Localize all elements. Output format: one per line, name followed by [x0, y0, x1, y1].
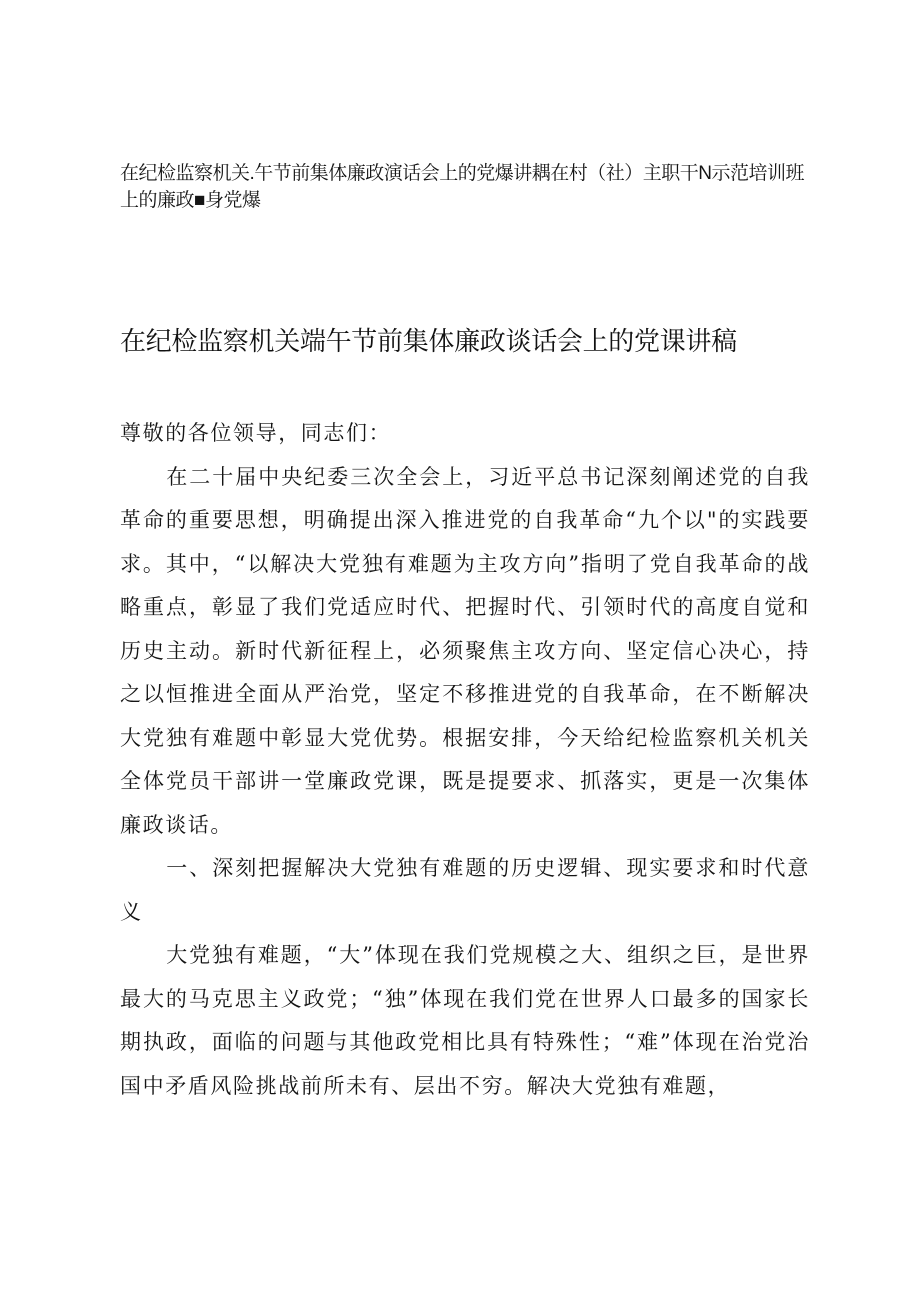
document-body — [120, 412, 810, 1108]
section-heading: 一、深刻把握解决大党独有难题的历史逻辑、现实要求和时代意义 — [120, 856, 810, 924]
paragraph: 在二十届中央纪委三次全会上，习近平总书记深刻阐述党的自我革命的重要思想，明确提出深入推进党的自我革命“九个以"的实践要求。其中，“以解决大党独有难题为主攻方向”指明了党自我革命的战略重点，彰显了我们党适应时代、把握时代、引领时代的高度自觉和历史主动。新时代新征程上，必须聚焦主攻方向、坚定信心决心，持之以恒推进全面从严治党，坚定不移推进党的自我革命，在不断解决大党独有难题中彰显大党优势。根据安排，今天给纪检监察机关机关全体党员干部讲一堂廉政党课，既是提要求、抓落实，更是一次集体廉政谈话。 — [120, 464, 810, 837]
salutation: 尊敬的各位领导，同志们： — [120, 421, 392, 445]
paragraph: 大党独有难题，“大”体现在我们党规模之大、组织之巨，是世界最大的马克思主义政党；“独”体现在我们党在世界人口最多的国家长期执政，面临的问题与其他政党相比具有特殊性；“难”体现在治党治国中矛盾风险挑战前所未有、层出不穷。解决大党独有难题， — [120, 943, 810, 1098]
document-header: 在纪检监察机关.午节前集体廉政演话会上的党爆讲耦在村（社）主职干N示范培训班上的廉政■身党爆 — [120, 163, 805, 211]
document-title: 在纪检监察机关端午节前集体廉政谈话会上的党课讲稿 — [120, 326, 737, 356]
